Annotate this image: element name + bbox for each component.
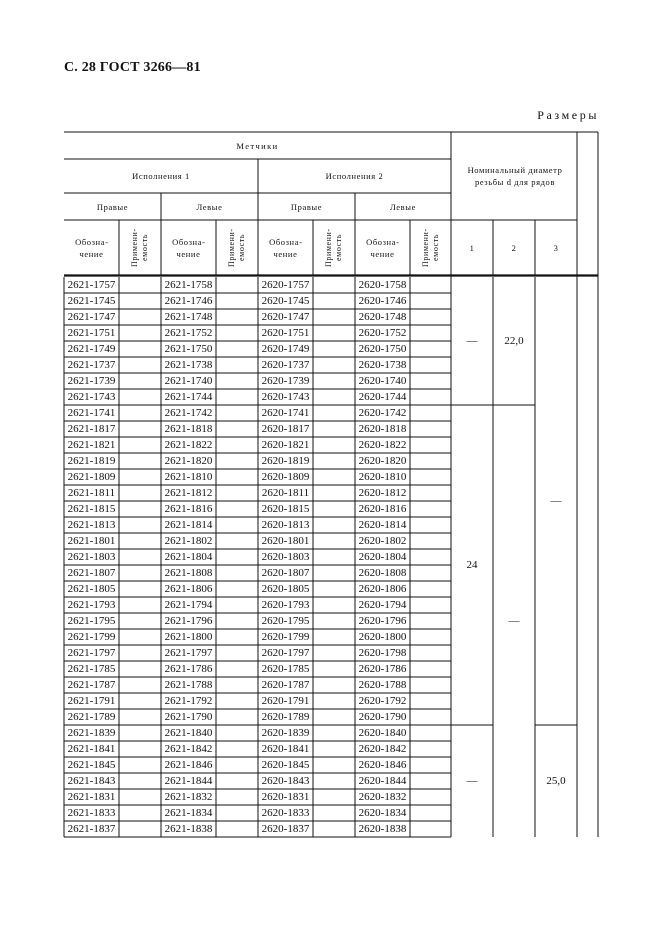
diameter-cell-series-1: 24 [466,559,478,571]
diameter-cell-series-2: 22,0 [504,335,524,347]
designation-cell-right-v2: 2620-1743 [261,391,310,403]
designation-cell-right-v2: 2620-1811 [261,487,310,499]
designation-cell-right-v2: 2620-1737 [261,359,310,371]
designation-cell-left-v2: 2620-1834 [358,807,407,819]
designation-cell-left-v2: 2620-1744 [358,391,407,403]
designation-cell-left-v1: 2621-1788 [164,679,213,691]
designation-cell-right-v2: 2620-1809 [261,471,310,483]
diameter-cell-series-2: — [508,615,520,627]
designation-cell-right-v2: 2620-1839 [261,727,310,739]
designation-cell-left-v2: 2620-1812 [358,487,407,499]
designation-cell-right-v1: 2621-1793 [67,599,116,611]
designation-cell-right-v2: 2620-1813 [261,519,310,531]
designation-cell-left-v1: 2621-1846 [164,759,213,771]
designation-cell-left-v2: 2620-1748 [358,311,407,323]
designation-cell-right-v2: 2620-1751 [261,327,310,339]
designation-cell-right-v2: 2620-1785 [261,663,310,675]
header-series-1: 1 [469,242,475,253]
designation-cell-right-v1: 2621-1807 [67,567,116,579]
designation-cell-left-v1: 2621-1804 [164,551,213,563]
designation-cell-right-v1: 2621-1843 [67,775,116,787]
designation-cell-right-v1: 2621-1789 [67,711,116,723]
designation-cell-left-v1: 2621-1834 [164,807,213,819]
designation-cell-right-v1: 2621-1833 [67,807,116,819]
designation-cell-left-v1: 2621-1792 [164,695,213,707]
header-series-2: 2 [511,242,517,253]
designation-cell-right-v1: 2621-1801 [67,535,116,547]
designation-cell-left-v1: 2621-1844 [164,775,213,787]
designation-cell-left-v2: 2620-1788 [358,679,407,691]
designation-cell-left-v1: 2621-1740 [164,375,213,387]
designation-cell-right-v1: 2621-1845 [67,759,116,771]
designation-cell-right-v2: 2620-1807 [261,567,310,579]
designation-cell-left-v1: 2621-1802 [164,535,213,547]
designation-cell-right-v1: 2621-1791 [67,695,116,707]
designation-cell-left-v2: 2620-1844 [358,775,407,787]
designation-cell-right-v1: 2621-1757 [67,279,116,291]
designation-cell-right-v2: 2620-1793 [261,599,310,611]
header-applicability-right-v2: Примениемость [324,228,343,267]
designation-cell-left-v1: 2621-1838 [164,823,213,835]
designation-cell-left-v1: 2621-1750 [164,343,213,355]
header-designation-right-v2: Обозначение [269,236,302,259]
designation-cell-left-v2: 2620-1802 [358,535,407,547]
sizes-label: Размеры [537,108,599,122]
designation-cell-left-v1: 2621-1794 [164,599,213,611]
designation-cell-left-v2: 2620-1738 [358,359,407,371]
designation-cell-left-v1: 2621-1806 [164,583,213,595]
designation-cell-left-v2: 2620-1818 [358,423,407,435]
designation-cell-left-v2: 2620-1800 [358,631,407,643]
designation-cell-right-v1: 2621-1811 [67,487,116,499]
designation-cell-left-v2: 2620-1806 [358,583,407,595]
designation-cell-left-v2: 2620-1822 [358,439,407,451]
designation-cell-left-v1: 2621-1816 [164,503,213,515]
designation-cell-right-v2: 2620-1833 [261,807,310,819]
designation-cell-left-v2: 2620-1846 [358,759,407,771]
designation-cell-left-v2: 2620-1740 [358,375,407,387]
designation-cell-right-v1: 2621-1815 [67,503,116,515]
header-taps: Метчики [236,140,279,151]
designation-cell-right-v2: 2620-1805 [261,583,310,595]
designation-cell-right-v1: 2621-1737 [67,359,116,371]
designation-cell-right-v2: 2620-1831 [261,791,310,803]
header-version-2: Исполнения 2 [325,171,384,181]
designation-cell-left-v1: 2621-1810 [164,471,213,483]
designation-cell-right-v1: 2621-1749 [67,343,116,355]
designation-cell-left-v1: 2621-1832 [164,791,213,803]
designation-cell-right-v1: 2621-1739 [67,375,116,387]
designation-cell-right-v2: 2620-1799 [261,631,310,643]
designation-cell-right-v2: 2620-1801 [261,535,310,547]
designation-cell-right-v1: 2621-1817 [67,423,116,435]
designation-cell-right-v2: 2620-1815 [261,503,310,515]
designation-cell-left-v2: 2620-1840 [358,727,407,739]
designation-cell-right-v2: 2620-1803 [261,551,310,563]
designation-cell-right-v2: 2620-1797 [261,647,310,659]
designation-cell-left-v1: 2621-1840 [164,727,213,739]
designation-cell-left-v2: 2620-1810 [358,471,407,483]
header-applicability-right-v1: Примениемость [130,228,149,267]
designation-cell-right-v1: 2621-1741 [67,407,116,419]
header-applicability-left-v1: Примениемость [227,228,246,267]
designation-cell-right-v1: 2621-1795 [67,615,116,627]
designation-cell-left-v2: 2620-1804 [358,551,407,563]
designation-cell-left-v2: 2620-1742 [358,407,407,419]
designation-cell-right-v2: 2620-1757 [261,279,310,291]
header-version-1: Исполнения 1 [132,171,190,181]
designation-cell-right-v1: 2621-1821 [67,439,116,451]
designation-cell-left-v1: 2621-1822 [164,439,213,451]
designation-cell-right-v2: 2620-1789 [261,711,310,723]
designation-cell-left-v1: 2621-1800 [164,631,213,643]
designation-cell-right-v1: 2621-1819 [67,455,116,467]
designation-cell-left-v1: 2621-1758 [164,279,213,291]
designation-cell-right-v1: 2621-1747 [67,311,116,323]
designation-cell-left-v2: 2620-1792 [358,695,407,707]
designation-cell-left-v1: 2621-1742 [164,407,213,419]
designation-cell-right-v1: 2621-1837 [67,823,116,835]
designation-cell-left-v1: 2621-1820 [164,455,213,467]
diameter-cell-series-3: 25,0 [546,775,566,787]
designation-cell-left-v1: 2621-1744 [164,391,213,403]
header-left-v2: Левые [390,201,416,212]
diameter-cell-series-1: — [466,775,478,787]
designation-cell-right-v1: 2621-1797 [67,647,116,659]
header-left-v1: Левые [196,201,223,212]
designation-cell-left-v2: 2620-1796 [358,615,407,627]
designation-cell-left-v1: 2621-1814 [164,519,213,531]
header-applicability-left-v2: Примениемость [420,228,440,267]
designation-cell-right-v2: 2620-1821 [261,439,310,451]
designation-cell-right-v1: 2621-1751 [67,327,116,339]
designation-cell-right-v1: 2621-1805 [67,583,116,595]
designation-cell-right-v2: 2620-1739 [261,375,310,387]
designation-cell-right-v1: 2621-1803 [67,551,116,563]
designation-cell-left-v1: 2621-1748 [164,311,213,323]
designation-cell-right-v2: 2620-1745 [261,295,310,307]
designation-cell-left-v1: 2621-1818 [164,423,213,435]
designation-cell-left-v1: 2621-1796 [164,615,213,627]
designation-cell-right-v1: 2621-1839 [67,727,116,739]
designation-cell-left-v2: 2620-1842 [358,743,407,755]
designation-cell-left-v2: 2620-1816 [358,503,407,515]
designation-cell-left-v2: 2620-1758 [358,279,407,291]
header-series-3: 3 [553,242,559,253]
designation-cell-left-v1: 2621-1790 [164,711,213,723]
designation-cell-right-v1: 2621-1799 [67,631,116,643]
designation-cell-left-v1: 2621-1752 [164,327,213,339]
designation-cell-left-v1: 2621-1808 [164,567,213,579]
header-right-v2: Правые [290,201,323,212]
designation-cell-right-v2: 2620-1749 [261,343,310,355]
designation-cell-left-v2: 2620-1786 [358,663,407,675]
designation-cell-left-v2: 2620-1752 [358,327,407,339]
designation-cell-right-v1: 2621-1785 [67,663,116,675]
designation-cell-left-v1: 2621-1738 [164,359,213,371]
designation-cell-right-v2: 2620-1817 [261,423,310,435]
designation-cell-left-v2: 2620-1750 [358,343,407,355]
designation-cell-right-v2: 2620-1837 [261,823,310,835]
designation-cell-right-v1: 2621-1745 [67,295,116,307]
header-nominal-diameter: Номинальный диаметр резьбы d для рядов [467,165,563,187]
designation-cell-right-v2: 2620-1845 [261,759,310,771]
header-designation-left-v1: Обозначение [172,236,205,259]
designation-cell-right-v2: 2620-1843 [261,775,310,787]
designation-cell-left-v2: 2620-1838 [358,823,407,835]
designation-cell-left-v2: 2620-1832 [358,791,407,803]
designation-cell-left-v2: 2620-1794 [358,599,407,611]
designation-cell-right-v2: 2620-1795 [261,615,310,627]
designation-cell-left-v2: 2620-1820 [358,455,407,467]
designation-cell-right-v2: 2620-1791 [261,695,310,707]
designation-cell-right-v2: 2620-1819 [261,455,310,467]
designation-cell-left-v2: 2620-1798 [358,647,407,659]
designation-cell-right-v2: 2620-1747 [261,311,310,323]
designation-cell-left-v2: 2620-1808 [358,567,407,579]
header-designation-right-v1: Обозначение [75,236,108,259]
page-header: С. 28 ГОСТ 3266—81 [64,60,201,75]
designation-cell-left-v2: 2620-1814 [358,519,407,531]
designation-cell-right-v2: 2620-1841 [261,743,310,755]
designation-cell-left-v1: 2621-1842 [164,743,213,755]
designation-cell-right-v2: 2620-1787 [261,679,310,691]
designation-cell-right-v1: 2621-1831 [67,791,116,803]
designation-cell-left-v1: 2621-1812 [164,487,213,499]
designation-cell-right-v1: 2621-1743 [67,391,116,403]
designation-cell-left-v1: 2621-1746 [164,295,213,307]
designation-cell-right-v1: 2621-1813 [67,519,116,531]
designation-cell-right-v1: 2621-1809 [67,471,116,483]
designation-cell-right-v2: 2620-1741 [261,407,310,419]
designation-cell-right-v1: 2621-1787 [67,679,116,691]
diameter-cell-series-1: — [466,335,478,347]
designation-cell-left-v1: 2621-1786 [164,663,213,675]
designation-cell-left-v2: 2620-1790 [358,711,407,723]
header-right-v1: Правые [96,201,129,212]
designation-cell-left-v2: 2620-1746 [358,295,407,307]
diameter-cell-series-3: — [550,495,562,507]
designation-cell-right-v1: 2621-1841 [67,743,116,755]
designation-cell-left-v1: 2621-1797 [164,647,213,659]
header-designation-left-v2: Обозначение [366,236,399,259]
